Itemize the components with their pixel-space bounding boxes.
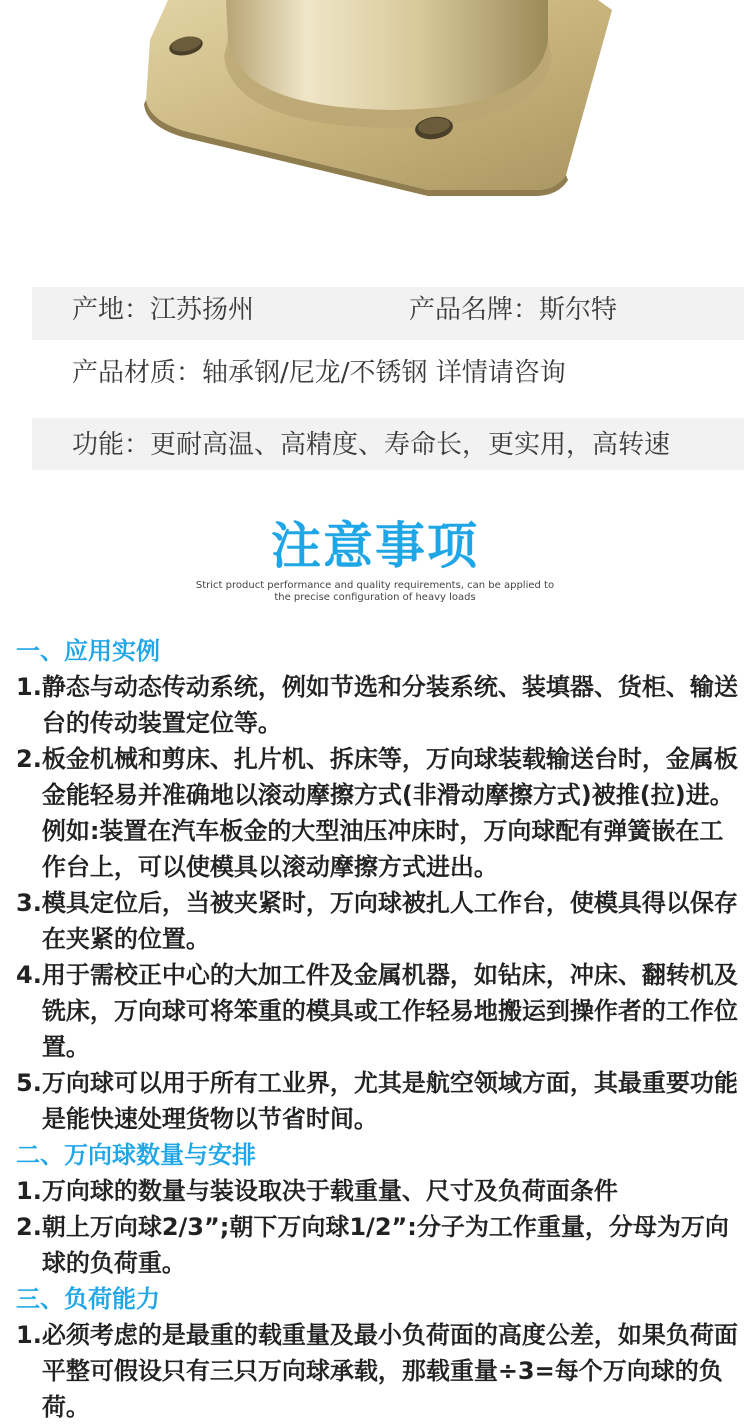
notice-title: 注意事项 [271, 517, 479, 575]
list-item-text: 模具定位后，当被夹紧时，万向球被扎人工作台，使模具得以保存在夹紧的位置。 [41, 889, 738, 953]
list-item-text: 朝上万向球2/3”;朝下万向球1/2”:分子为工作重量，分母为万向球的负荷重。 [41, 1213, 729, 1277]
list-item [16, 1173, 746, 1209]
spec-row-features [32, 418, 744, 470]
list-item-text: 万向球可以用于所有工业界，尤其是航空领域方面，其最重要功能是能快速处理货物以节省时间。 [41, 1069, 738, 1133]
list-item [16, 1317, 746, 1425]
features-label: 功能：更耐高温、高精度、寿命长，更实用，高转速 [72, 430, 671, 460]
list-item-number: 1. [16, 673, 42, 701]
ball-transfer-unit-image [0, 0, 750, 250]
list-item-number: 5. [16, 1069, 42, 1097]
list-item [16, 1209, 746, 1281]
list-item [16, 669, 746, 741]
brand-label: 产品名牌：斯尔特 [409, 295, 618, 325]
material-label: 产品材质：轴承钢/尼龙/不锈钢 详情请咨询 [72, 358, 566, 388]
list-item-number: 3. [16, 889, 42, 917]
notice-subtitle-line-1: Strict product performance and quality requirements, can be applied to [195, 580, 555, 591]
list-item-number: 4. [16, 961, 42, 989]
list-item-number: 1. [16, 1321, 42, 1349]
product-photo [0, 0, 750, 250]
notice-subtitle-line-2: the precise configuration of heavy loads [274, 592, 476, 603]
spec-row-material [32, 352, 744, 397]
list-item-text: 必须考虑的是最重的载重量及最小负荷面的高度公差，如果负荷面平整可假设只有三只万向球承载，那载重量÷3=每个万向球的负荷。 [41, 1321, 738, 1421]
list-item [16, 957, 746, 1065]
list-item-text: 万向球的数量与装设取决于载重量、尺寸及负荷面条件 [41, 1177, 618, 1205]
notice-subtitle [0, 580, 750, 604]
list-item-number: 1. [16, 1177, 42, 1205]
section-heading-applications: 一、应用实例 [16, 637, 160, 665]
notice-content [16, 633, 746, 1425]
list-item [16, 741, 746, 885]
list-item [16, 1065, 746, 1137]
list-item-number: 2. [16, 745, 42, 773]
list-item [16, 885, 746, 957]
spec-row-origin-brand [32, 287, 744, 340]
origin-label: 产地：江苏扬州 [72, 295, 255, 325]
section-heading-load-capacity: 三、负荷能力 [16, 1285, 160, 1313]
list-item-text: 静态与动态传动系统，例如节选和分装系统、装填器、货柜、输送台的传动装置定位等。 [41, 673, 738, 737]
list-item-text: 用于需校正中心的大加工件及金属机器，如钻床，冲床、翻转机及铣床，万向球可将笨重的模具或工作轻易地搬运到操作者的工作位置。 [41, 961, 738, 1061]
list-item-number: 2. [16, 1213, 42, 1241]
section-heading-quantity: 二、万向球数量与安排 [16, 1141, 256, 1169]
list-item-text: 板金机械和剪床、扎片机、拆床等，万向球装载输送台时，金属板金能轻易并准确地以滚动摩擦方式(非滑动摩擦方式)被推(拉)进。例如:装置在汽车板金的大型油压冲床时，万向球配有弹簧嵌在工作台上，可以使模具以滚动摩擦方式进出。 [41, 745, 738, 881]
